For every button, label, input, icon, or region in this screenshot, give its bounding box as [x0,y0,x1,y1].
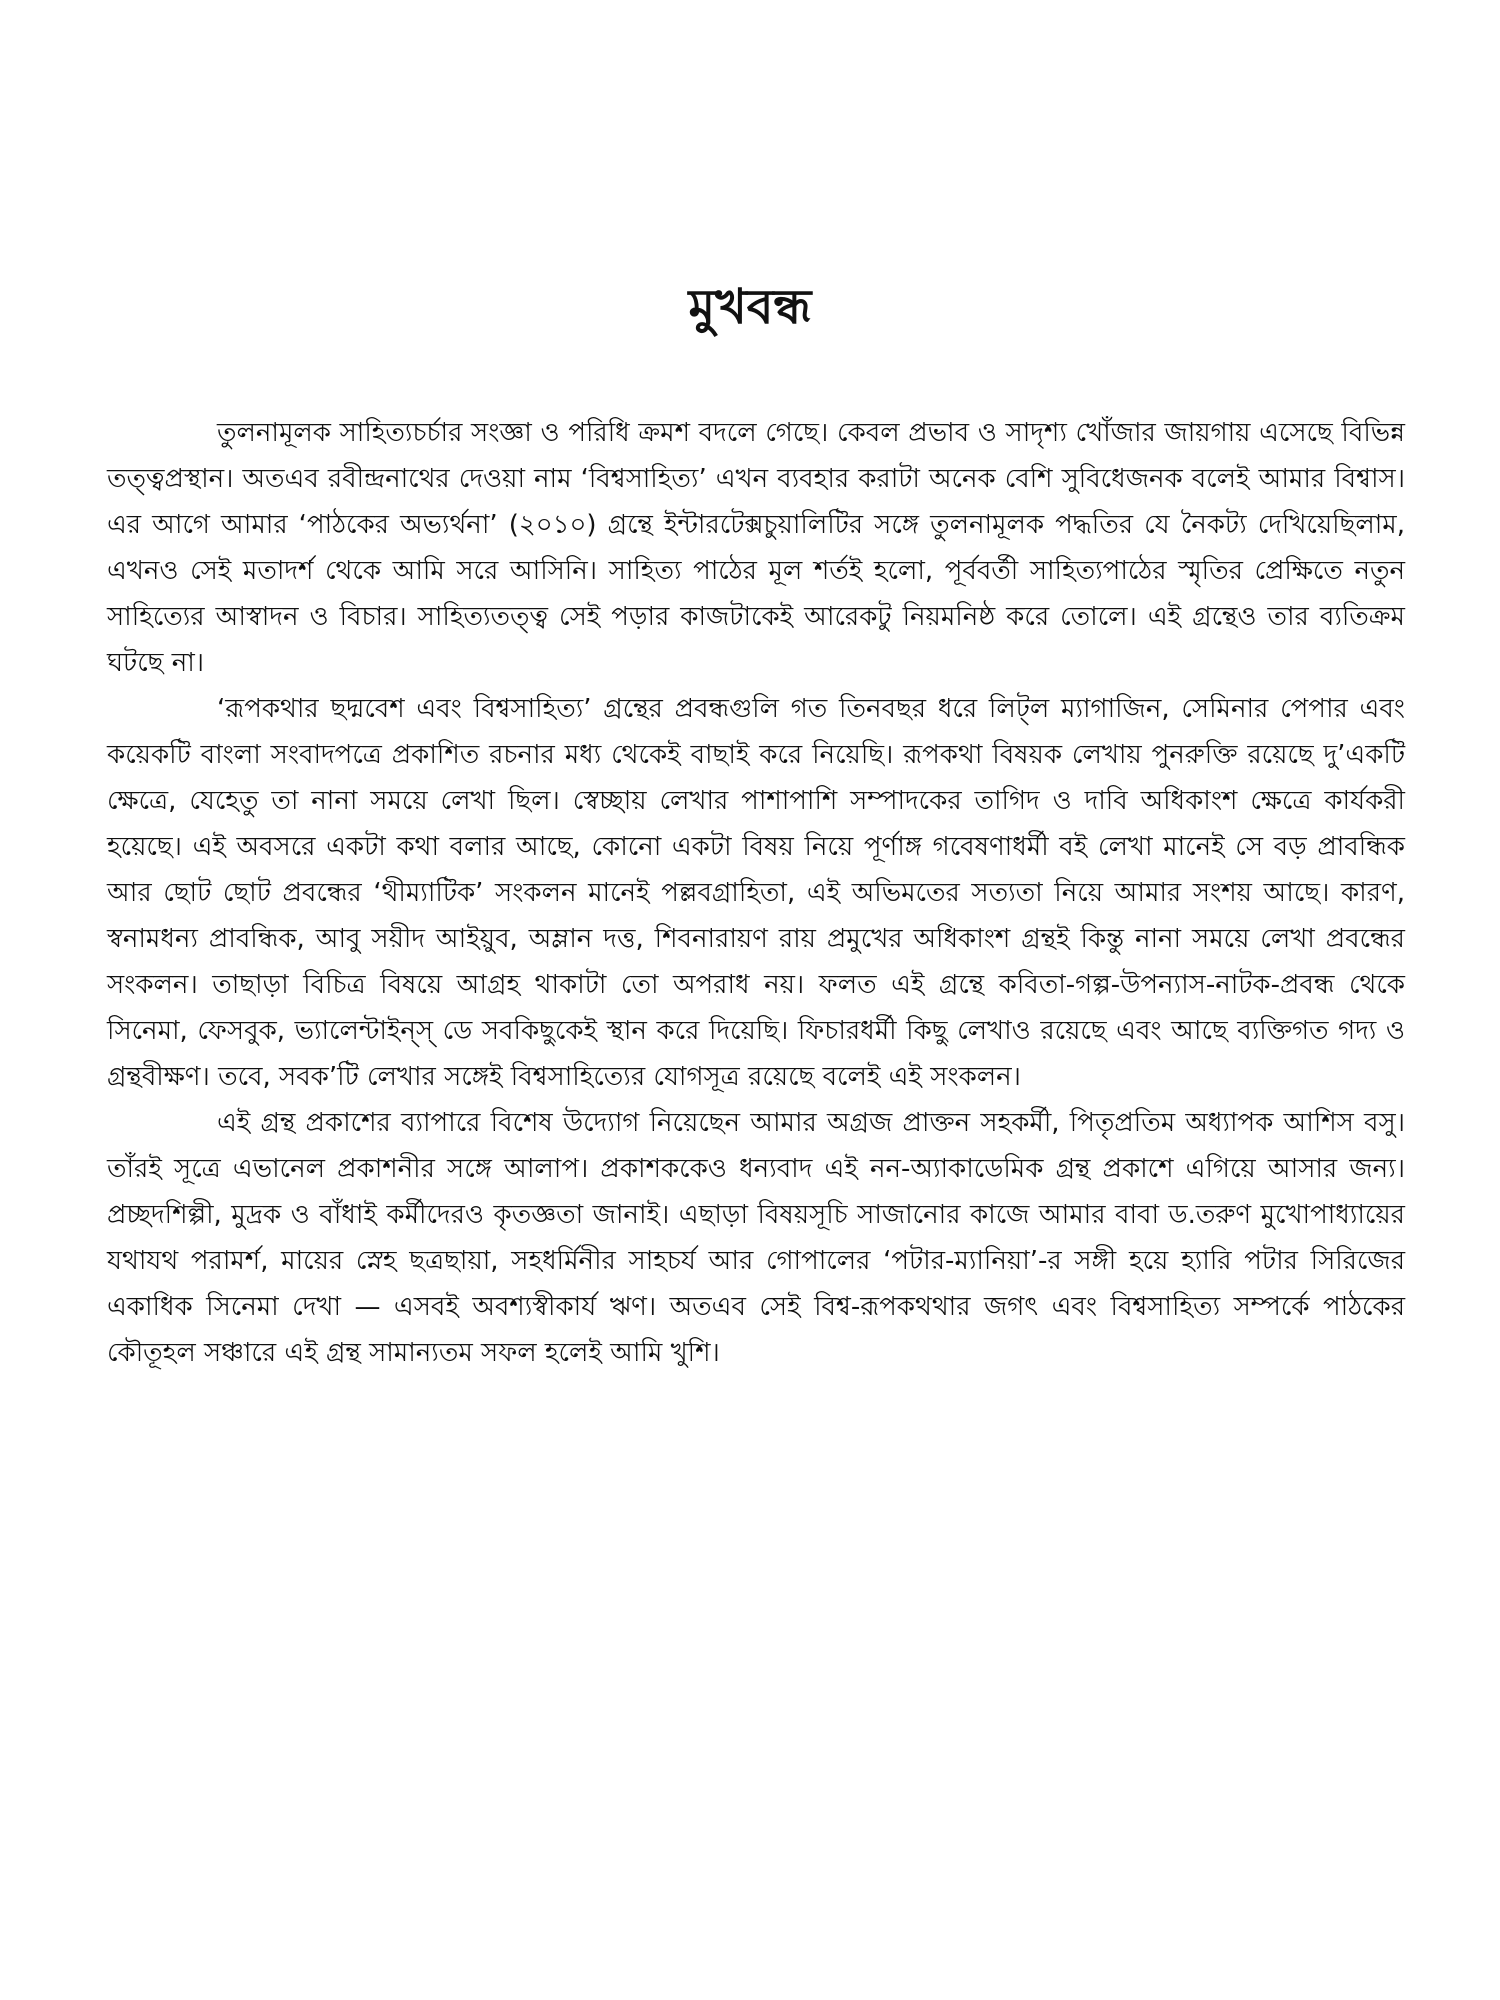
body-text [107,410,1405,1376]
paragraph-1: তুলনামূলক সাহিত্যচর্চার সংজ্ঞা ও পরিধি ক্রমশ বদলে গেছে। কেবল প্রভাব ও সাদৃশ্য খোঁজার জায়গায় এসেছে বিভিন্ন তত্ত্বপ্রস্থান। অতএব রবীন্দ্রনাথের দেওয়া নাম ‘বিশ্বসাহিত্য’ এখন ব্যবহার করাটা অনেক বেশি সুবিধেজনক বলেই আমার বিশ্বাস। এর আগে আমার ‘পাঠকের অভ্যর্থনা’ (২০১০) গ্রন্থে ইন্টারটেক্সচুয়ালিটির সঙ্গে তুলনামূলক পদ্ধতির যে নৈকট্য দেখিয়েছিলাম, এখনও সেই মতাদর্শ থেকে আমি সরে আসিনি। সাহিত্য পাঠের মূল শর্তই হলো, পূর্ববর্তী সাহিত্যপাঠের স্মৃতির প্রেক্ষিতে নতুন সাহিত্যের আস্বাদন ও বিচার। সাহিত্যতত্ত্ব সেই পড়ার কাজটাকেই আরেকটু নিয়মনিষ্ঠ করে তোলে। এই গ্রন্থেও তার ব্যতিক্রম ঘটছে না। [107,418,1405,678]
page-title: মুখবন্ধ [688,279,812,335]
paragraph-3: এই গ্রন্থ প্রকাশের ব্যাপারে বিশেষ উদ্যোগ নিয়েছেন আমার অগ্রজ প্রাক্তন সহকর্মী, পিতৃপ্রতিম অধ্যাপক আশিস বসু। তাঁরই সূত্রে এভানেল প্রকাশনীর সঙ্গে আলাপ। প্রকাশককেও ধন্যবাদ এই নন-অ্যাকাডেমিক গ্রন্থ প্রকাশে এগিয়ে আসার জন্য। প্রচ্ছদশিল্পী, মুদ্রক ও বাঁধাই কর্মীদেরও কৃতজ্ঞতা জানাই। এছাড়া বিষয়সূচি সাজানোর কাজে আমার বাবা ড.তরুণ মুখোপাধ্যায়ের যথাযথ পরামর্শ, মায়ের স্নেহ ছত্রছায়া, সহধর্মিনীর সাহচর্য আর গোপালের ‘পটার-ম্যানিয়া’-র সঙ্গী হয়ে হ্যারি পটার সিরিজের একাধিক সিনেমা দেখা — এসবই অবশ্যস্বীকার্য ঋণ। অতএব সেই বিশ্ব-রূপকথথার জগৎ এবং বিশ্বসাহিত্য সম্পর্কে পাঠকের কৌতূহল সঞ্চারে এই গ্রন্থ সামান্যতম সফল হলেই আমি খুশি। [107,1108,1405,1368]
paragraph-2: ‘রূপকথার ছদ্মবেশ এবং বিশ্বসাহিত্য’ গ্রন্থের প্রবন্ধগুলি গত তিনবছর ধরে লিট্‌ল ম্যাগাজিন, সেমিনার পেপার এবং কয়েকটি বাংলা সংবাদপত্রে প্রকাশিত রচনার মধ্য থেকেই বাছাই করে নিয়েছি। রূপকথা বিষয়ক লেখায় পুনরুক্তি রয়েছে দু’একটি ক্ষেত্রে, যেহেতু তা নানা সময়ে লেখা ছিল। স্বেচ্ছায় লেখার পাশাপাশি সম্পাদকের তাগিদ ও দাবি অধিকাংশ ক্ষেত্রে কার্যকরী হয়েছে। এই অবসরে একটা কথা বলার আছে, কোনো একটা বিষয় নিয়ে পূর্ণাঙ্গ গবেষণাধর্মী বই লেখা মানেই সে বড় প্রাবন্ধিক আর ছোট ছোট প্রবন্ধের ‘থীম্যাটিক’ সংকলন মানেই পল্লবগ্রাহিতা, এই অভিমতের সত্যতা নিয়ে আমার সংশয় আছে। কারণ, স্বনামধন্য প্রাবন্ধিক, আবু সয়ীদ আইয়ুব, অম্লান দত্ত, শিবনারায়ণ রায় প্রমুখের অধিকাংশ গ্রন্থই কিন্তু নানা সময়ে লেখা প্রবন্ধের সংকলন। তাছাড়া বিচিত্র বিষয়ে আগ্রহ থাকাটা তো অপরাধ নয়। ফলত এই গ্রন্থে কবিতা-গল্প-উপন্যাস-নাটক-প্রবন্ধ থেকে সিনেমা, ফেসবুক, ভ্যালেন্টাইন্‌স্‌ ডে সবকিছুকেই স্থান করে দিয়েছি। ফিচারধর্মী কিছু লেখাও রয়েছে এবং আছে ব্যক্তিগত গদ্য ও গ্রন্থবীক্ষণ। তবে, সবক’টি লেখার সঙ্গেই বিশ্বসাহিত্যের যোগসূত্র রয়েছে বলেই এই সংকলন। [107,694,1405,1092]
